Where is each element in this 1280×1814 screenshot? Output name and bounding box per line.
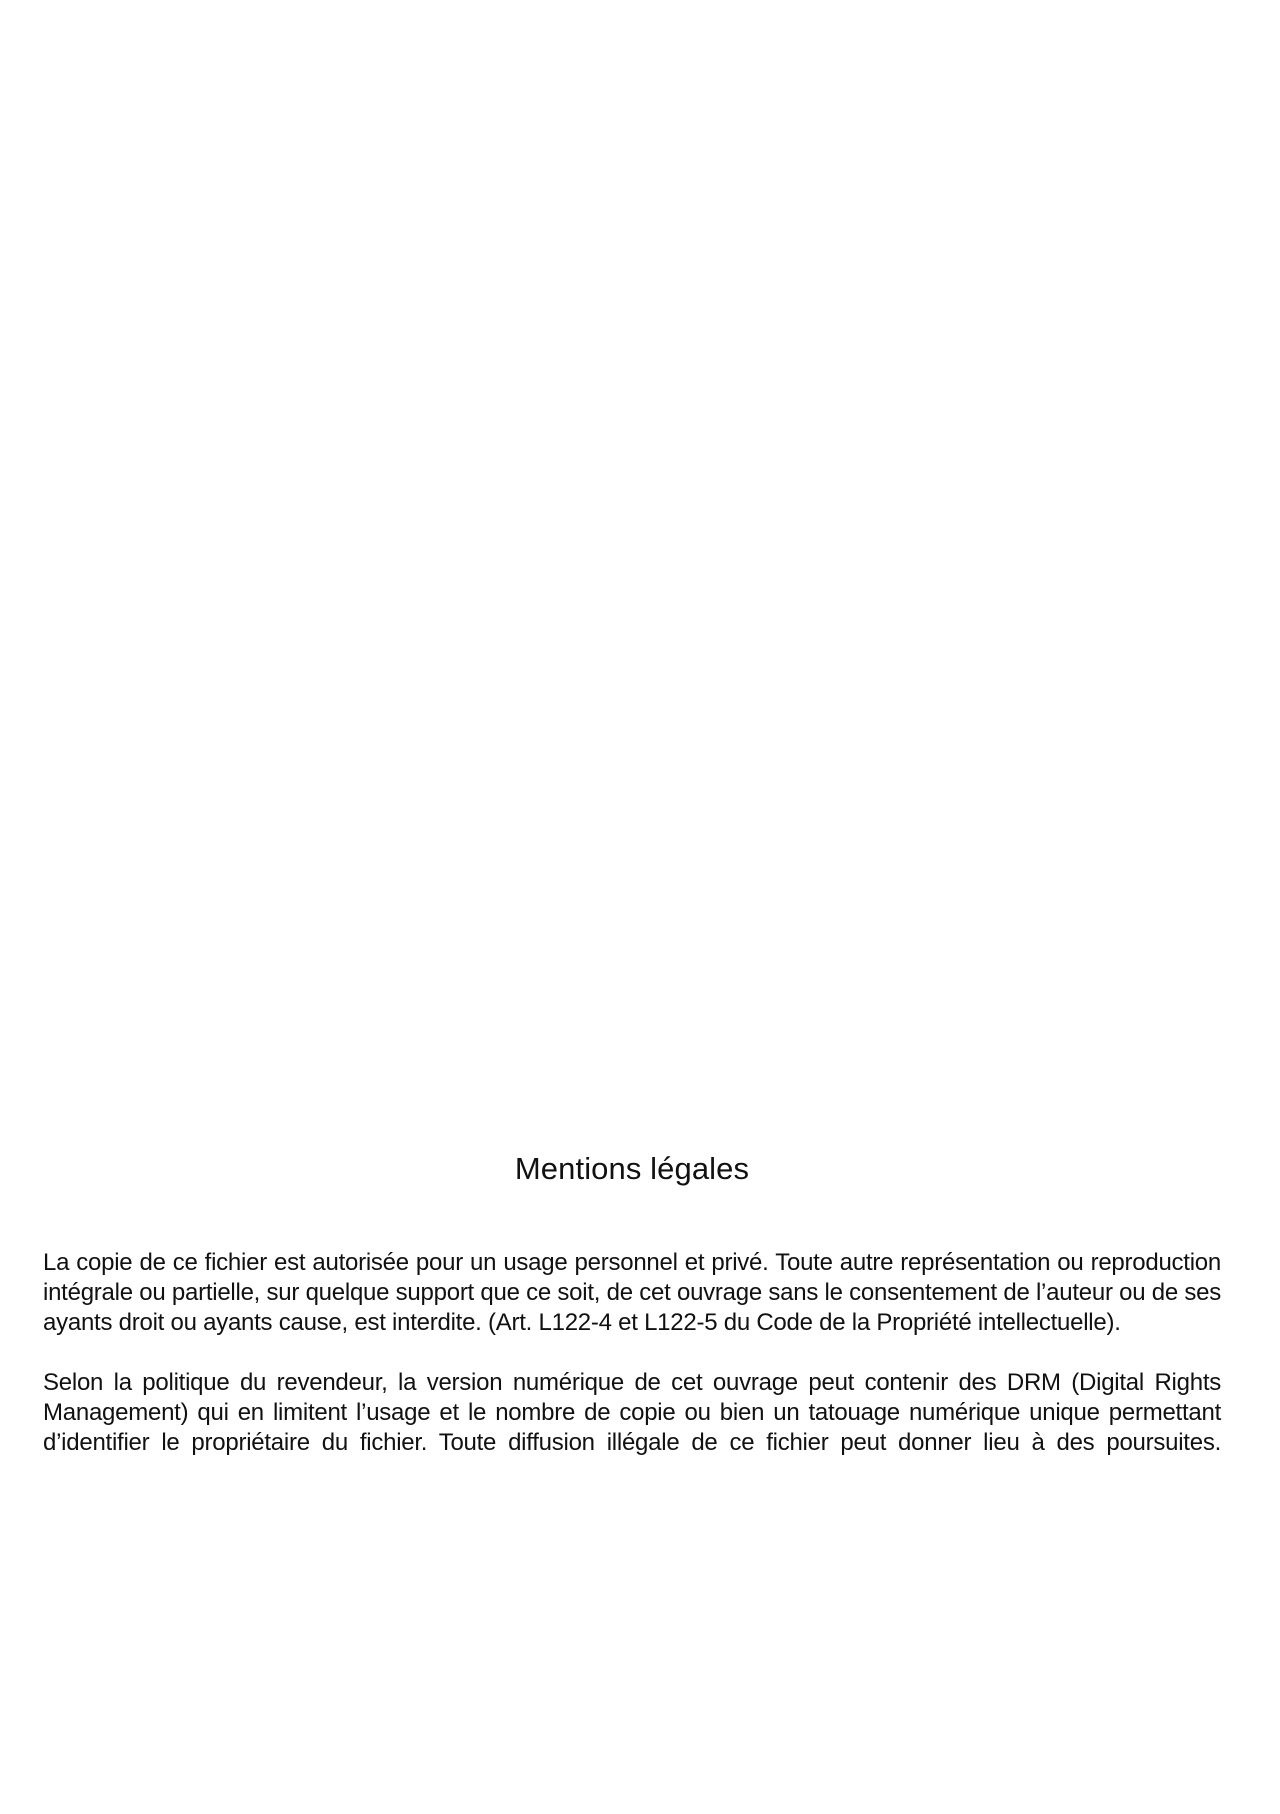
legal-notice-section	[43, 1150, 1221, 1458]
legal-notice-title: Mentions légales	[514, 1151, 750, 1186]
drm-notice-paragraph: Selon la politique du revendeur, la version numérique de cet ouvrage peut contenir des DRM (Digital Rights Management) qui en limitent l’usage et le nombre de copie ou bien un tatouage numérique unique permettant d’identifier le propriétaire du fichier. Toute diffusion illégale de ce fichier peut donner lieu à des poursuites.	[43, 1369, 1221, 1457]
copy-permission-paragraph: La copie de ce fichier est autorisée pour un usage personnel et privé. Toute autre représentation ou reproduction intégrale ou partielle, sur quelque support que ce soit, de cet ouvrage sans le consentement de l’auteur ou de ses ayants droit ou ayants cause, est interdite. (Art. L122-4 et L122-5 du Code de la Propriété intellectuelle).	[43, 1249, 1221, 1337]
